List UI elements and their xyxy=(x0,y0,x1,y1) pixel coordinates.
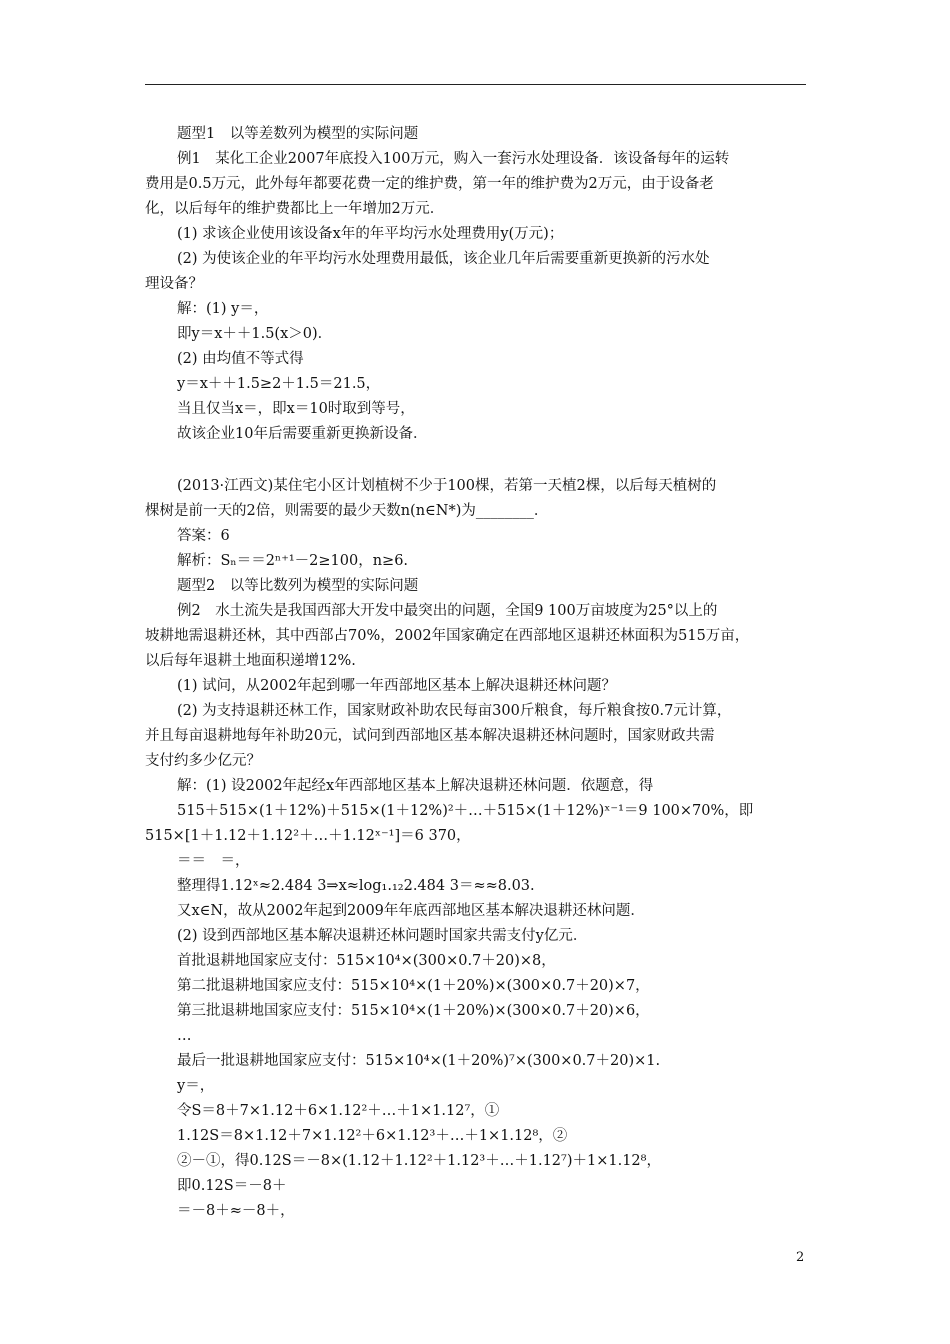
solution-line: (2) 由均值不等式得 xyxy=(177,351,304,367)
solution-line: (2) 设到西部地区基本解决退耕还林问题时国家共需支付y亿元． xyxy=(177,928,588,944)
payment-line: 第二批退耕地国家应支付：515×10⁴×(1＋20%)×(300×0.7＋20)×7， xyxy=(177,978,650,994)
solution-line: 又x∈N，故从2002年起到2009年年底西部地区基本解决退耕还林问题． xyxy=(177,903,645,919)
text-line: 理设备？ xyxy=(145,276,203,292)
solution-line: 即y＝x＋＋1.5(x＞0)． xyxy=(177,326,333,342)
text-line: 支付约多少亿元？ xyxy=(145,753,261,769)
equation-line: 整理得1.12ˣ≈2.484 3⇒x≈log₁.₁₂2.484 3＝≈≈8.03. xyxy=(177,878,535,894)
page-number: 2 xyxy=(796,1250,805,1265)
example-2-text: 例2 水土流失是我国西部大开发中最突出的问题，全国9 100万亩坡度为25°以上的 xyxy=(177,603,718,619)
solution-line: 解：(1) 设2002年起经x年西部地区基本上解决退耕还林问题．依题意，得 xyxy=(177,778,654,794)
text-line: 棵树是前一天的2倍，则需要的最少天数n(n∈N*)为________． xyxy=(145,503,549,519)
example-1-text: 例1 某化工企业2007年底投入100万元，购入一套污水处理设备．该设备每年的运转 xyxy=(177,151,730,167)
answer-line: 答案：6 xyxy=(177,528,230,544)
payment-line: 最后一批退耕地国家应支付：515×10⁴×(1＋20%)⁷×(300×0.7＋20)×1. xyxy=(177,1053,661,1069)
payment-line: 首批退耕地国家应支付：515×10⁴×(300×0.7＋20)×8， xyxy=(177,953,556,969)
equation-line: 令S＝8＋7×1.12＋6×1.12²＋…＋1×1.12⁷，① xyxy=(177,1103,500,1119)
text-line: 坡耕地需退耕还林，其中西部占70%，2002年国家确定在西部地区退耕还林面积为515万亩， xyxy=(145,628,750,644)
equation-line: ②－①，得0.12S＝－8×(1.12＋1.12²＋1.12³＋…＋1.12⁷)＋1×1.12⁸， xyxy=(177,1153,661,1169)
equation-line: y＝， xyxy=(177,1078,215,1094)
analysis-line: 解析：Sₙ＝＝2ⁿ⁺¹－2≥100，n≥6. xyxy=(177,553,409,569)
question-2: (2) 为使该企业的年平均污水处理费用最低，该企业几年后需要重新更换新的污水处 xyxy=(177,251,710,267)
text-line: 以后每年退耕土地面积递增12%. xyxy=(145,653,356,669)
payment-line: 第三批退耕地国家应支付：515×10⁴×(1＋20%)×(300×0.7＋20)×6， xyxy=(177,1003,650,1019)
question-2: (2) 为支持退耕还林工作，国家财政补助农民每亩300斤粮食，每斤粮食按0.7元计算， xyxy=(177,703,732,719)
solution-line: y＝x＋＋1.5≥2＋1.5＝21.5， xyxy=(177,376,381,392)
ellipsis-line: … xyxy=(177,1028,192,1044)
section-heading: 题型1 以等差数列为模型的实际问题 xyxy=(177,126,419,142)
equation-line: 515＋515×(1＋12%)＋515×(1＋12%)²＋…＋515×(1＋12%)ˣ⁻¹＝9 100×70%，即 xyxy=(177,803,754,819)
equation-line: 515×[1＋1.12＋1.12²＋…＋1.12ˣ⁻¹]＝6 370， xyxy=(145,828,471,844)
equation-line: ＝－8＋≈－8＋， xyxy=(177,1203,295,1219)
text-line: 费用是0.5万元，此外每年都要花费一定的维护费，第一年的维护费为2万元，由于设备老 xyxy=(145,176,714,192)
text-line: 并且每亩退耕地每年补助20元，试问到西部地区基本解决退耕还林问题时，国家财政共需 xyxy=(145,728,715,744)
header-rule xyxy=(145,84,806,85)
equation-line: 1.12S＝8×1.12＋7×1.12²＋6×1.12³＋…＋1×1.12⁸，② xyxy=(177,1128,568,1144)
question-1: (1) 试问，从2002年起到哪一年西部地区基本上解决退耕还林问题？ xyxy=(177,678,617,694)
solution-line: 当且仅当x＝，即x＝10时取到等号， xyxy=(177,401,415,417)
text-line: 化，以后每年的维护费都比上一年增加2万元． xyxy=(145,201,445,217)
equation-line: ＝＝ ＝， xyxy=(177,853,250,869)
section-heading: 题型2 以等比数列为模型的实际问题 xyxy=(177,578,419,594)
exercise-text: (2013·江西文)某住宅小区计划植树不少于100棵，若第一天植2棵，以后每天植树的 xyxy=(177,478,717,494)
solution-line: 解：(1) y＝， xyxy=(177,301,269,317)
question-1: (1) 求该企业使用该设备x年的年平均污水处理费用y(万元)； xyxy=(177,226,564,242)
solution-line: 故该企业10年后需要重新更换新设备． xyxy=(177,426,428,442)
equation-line: 即0.12S＝－8＋ xyxy=(177,1178,287,1194)
